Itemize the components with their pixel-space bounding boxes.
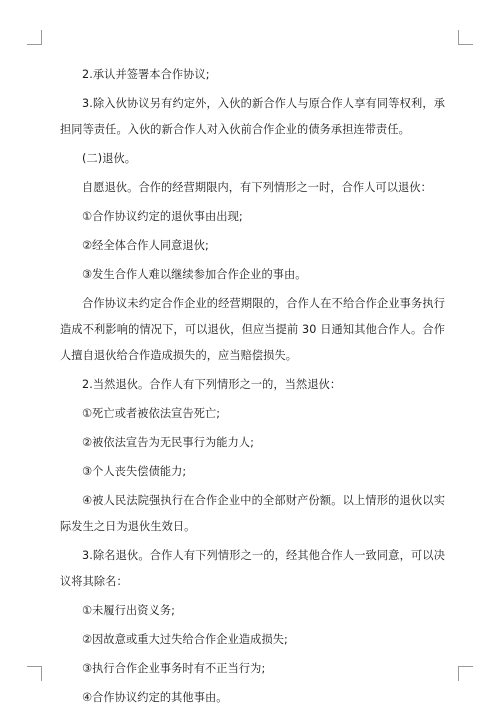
corner-mark-bottom-left bbox=[27, 666, 42, 681]
corner-mark-top-right bbox=[458, 30, 473, 45]
paragraph: 合作协议未约定合作企业的经营期限的，合作人在不给合作企业事务执行造成不利影响的情况下，可以退伙，但应当提前 30 日通知其他合作人。合作人擅自退伙给合作造成损失的，应当赔偿损失。 bbox=[60, 297, 445, 362]
paragraph: ②经全体合作人同意退伙; bbox=[82, 239, 209, 252]
paragraph: ③个人丧失偿债能力; bbox=[82, 465, 187, 478]
paragraph: 2.承认并签署本合作协议; bbox=[82, 68, 210, 81]
paragraph: 自愿退伙。合作的经营期限内，有下列情形之一时，合作人可以退伙： bbox=[82, 181, 432, 194]
document-body bbox=[60, 62, 445, 714]
corner-mark-bottom-right bbox=[458, 666, 473, 681]
paragraph: ③执行合作企业事务时有不正当行为; bbox=[82, 662, 266, 675]
paragraph: ①死亡或者被依法宣告死亡; bbox=[82, 407, 221, 420]
paragraph: 2.当然退伙。合作人有下列情形之一的，当然退伙： bbox=[82, 378, 342, 391]
paragraph: ④合作协议约定的其他事由。 bbox=[82, 691, 228, 704]
paragraph: ①合作协议约定的退伙事由出现; bbox=[82, 210, 243, 223]
paragraph: 3.除入伙协议另有约定外，入伙的新合作人与原合作人享有同等权利，承担同等责任。入伙的新合作人对入伙前合作企业的债务承担连带责任。 bbox=[60, 97, 445, 136]
paragraph: ②因故意或重大过失给合作企业造成损失; bbox=[82, 633, 288, 646]
corner-mark-top-left bbox=[27, 30, 42, 45]
paragraph: 3.除名退伙。合作人有下列情形之一的，经其他合作人一致同意，可以决议将其除名： bbox=[60, 549, 445, 588]
paragraph: (二)退伙。 bbox=[82, 152, 137, 165]
paragraph: ②被依法宣告为无民事行为能力人; bbox=[82, 436, 255, 449]
paragraph: ③发生合作人难以继续参加合作企业的事由。 bbox=[82, 268, 307, 281]
paragraph: ④被人民法院强执行在合作企业中的全部财产份额。以上情形的退伙以实际发生之日为退伙生效日。 bbox=[60, 494, 445, 533]
paragraph: ①未履行出资义务; bbox=[82, 604, 176, 617]
